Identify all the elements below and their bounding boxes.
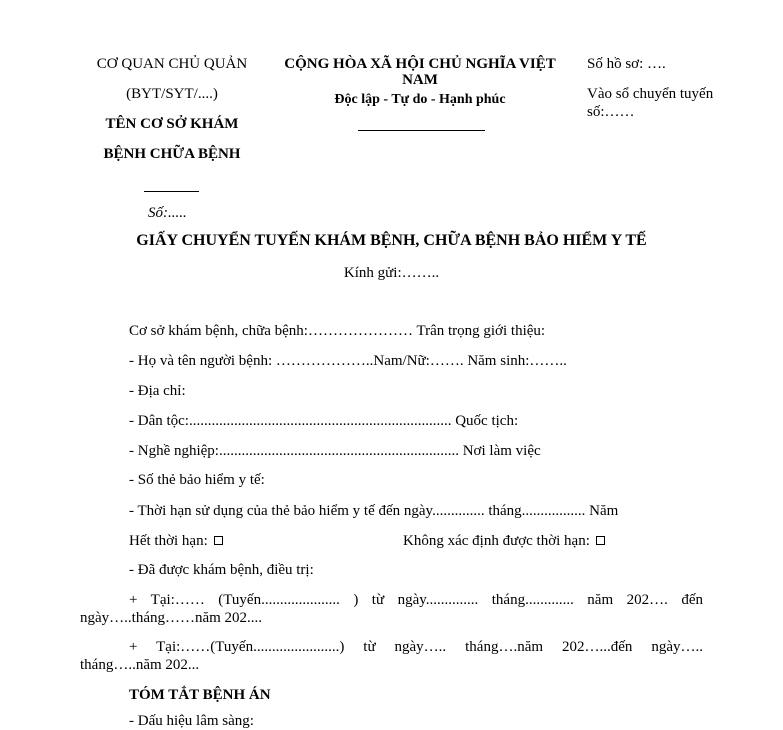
treatment-2-line2: tháng…..năm 202...: [80, 657, 200, 673]
address-line: - Địa chỉ:: [129, 383, 186, 399]
card-validity-line: - Thời hạn sử dụng của thẻ bảo hiểm y tế đến ngày.............. tháng................. Năm: [129, 503, 619, 519]
recipient-line: Kính gửi:……..: [343, 265, 440, 281]
facility-name-line1: TÊN CƠ SỞ KHÁM: [105, 116, 239, 132]
treatment-2-line1: + Tại:……(Tuyến.......................) từ ngày….. tháng….năm 202…...đến ngày…..: [129, 639, 703, 655]
undetermined-field: [403, 533, 605, 550]
expired-checkbox[interactable]: [214, 536, 223, 545]
undetermined-checkbox[interactable]: [596, 536, 605, 545]
left-divider: [144, 191, 199, 192]
document-title: GIẤY CHUYỂN TUYẾN KHÁM BỆNH, CHỮA BỆNH BẢO HIỂM Y TẾ: [136, 232, 647, 249]
referral-book-number: số:……: [587, 104, 635, 120]
ethnicity-line: - Dân tộc:...................................................................... Quốc tịch:: [129, 413, 519, 429]
intro-line: Cơ sở khám bệnh, chữa bệnh:………………… Trân trọng giới thiệu:: [129, 323, 546, 339]
insurance-card-line: - Số thẻ bảo hiểm y tế:: [129, 472, 265, 488]
treatment-1-line2: ngày…..tháng……năm 202....: [80, 610, 263, 626]
document-number: Số:.....: [148, 205, 187, 221]
motto-underline: [358, 130, 485, 131]
treatment-1-line1: + Tại:…… (Tuyến..................... ) từ ngày.............. tháng............. năm 202…. đến: [129, 592, 703, 608]
national-title-line2: NAM: [402, 72, 438, 88]
expired-field: [129, 533, 223, 550]
expired-label: Hết thời hạn:: [129, 533, 208, 549]
record-number: Số hồ sơ: ….: [587, 56, 666, 72]
agency-code: (BYT/SYT/....): [126, 86, 218, 102]
treated-line: - Đã được khám bệnh, điều trị:: [129, 562, 314, 578]
agency-name: CƠ QUAN CHỦ QUẢN: [96, 56, 248, 72]
facility-name-line2: BỆNH CHỮA BỆNH: [103, 146, 241, 162]
summary-heading: TÓM TẮT BỆNH ÁN: [129, 687, 271, 703]
patient-name-line: - Họ và tên người bệnh: ………………..Nam/Nữ:……. Năm sinh:……..: [129, 353, 567, 369]
clinical-signs-line: - Dấu hiệu lâm sàng:: [129, 713, 254, 729]
national-motto: Độc lập - Tự do - Hạnh phúc: [334, 92, 506, 107]
national-title: CỘNG HÒA XÃ HỘI CHỦ NGHĨA VIỆT: [284, 56, 556, 72]
occupation-line: - Nghề nghiệp:................................................................ Nơi làm việc: [129, 443, 541, 459]
undetermined-label: Không xác định được thời hạn:: [403, 533, 590, 549]
referral-book-label: Vào sổ chuyển tuyến: [587, 86, 714, 102]
